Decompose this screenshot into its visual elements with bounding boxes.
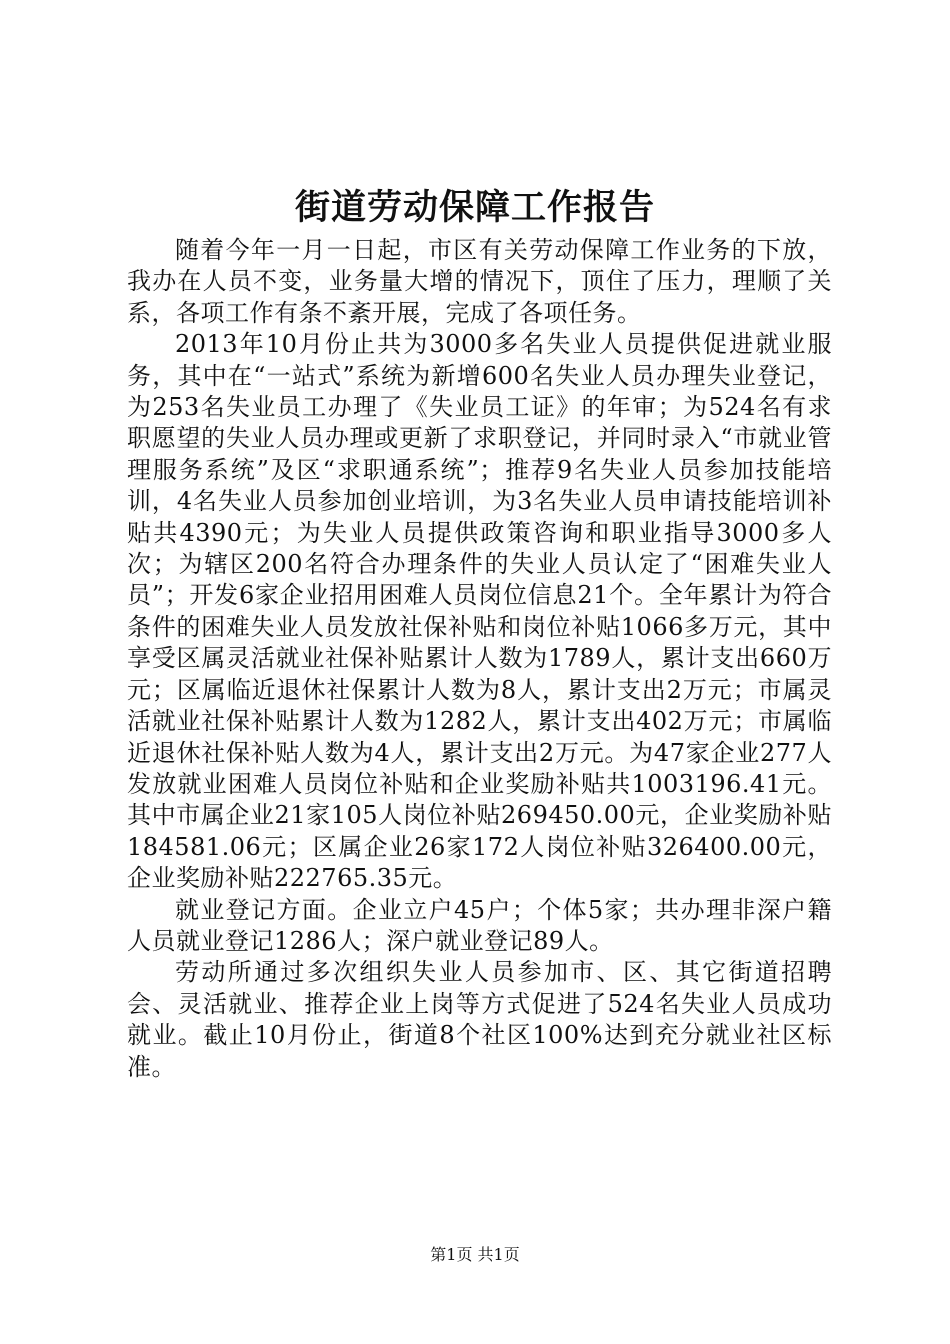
document-body (127, 235, 832, 1083)
page-footer: 第1页 共1页 (430, 1245, 520, 1264)
paragraph-job-placement: 劳动所通过多次组织失业人员参加市、区、其它街道招聘会、灵活就业、推荐企业上岗等方式促进了524名失业人员成功就业。截止10月份止，街道8个社区100%达到充分就业社区标准。 (127, 958, 832, 1081)
document-title: 街道劳动保障工作报告 (294, 187, 655, 228)
paragraph-intro: 随着今年一月一日起，市区有关劳动保障工作业务的下放，我办在人员不变，业务量大增的情况下，顶住了压力，理顺了关系，各项工作有条不紊开展，完成了各项任务。 (127, 236, 832, 327)
paragraph-employment-registration: 就业登记方面。企业立户45户；个体5家；共办理非深户籍人员就业登记1286人；深户就业登记89人。 (127, 895, 832, 955)
paragraph-employment-services: 2013年10月份止共为3000多名失业人员提供促进就业服务，其中在“一站式”系统为新增600名失业人员办理失业登记，为253名失业员工办理了《失业员工证》的年审；为524名有求职愿望的失业人员办理或更新了求职登记，并同时录入“市就业管理服务系统”及区“求职通系统”；推荐9名失业人员参加技能培训，4名失业人员参加创业培训，为3名失业人员申请技能培训补贴共4390元；为失业人员提供政策咨询和职业指导3000多人次；为辖区200名符合办理条件的失业人员认定了“困难失业人员”；开发6家企业招用困难人员岗位信息21个。全年累计为符合条件的困难失业人员发放社保补贴和岗位补贴1066多万元，其中享受区属灵活就业社保补贴累计人数为1789人，累计支出660万元；区属临近退休社保累计人数为8人，累计支出2万元；市属灵活就业社保补贴累计人数为1282人，累计支出402万元；市属临近退休社保补贴人数为4人，累计支出2万元。为47家企业277人发放就业困难人员岗位补贴和企业奖励补贴共1003196.41元。其中市属企业21家105人岗位补贴269450.00元，企业奖励补贴184581.06元；区属企业26家172人岗位补贴326400.00元，企业奖励补贴222765.35元。 (127, 330, 832, 893)
